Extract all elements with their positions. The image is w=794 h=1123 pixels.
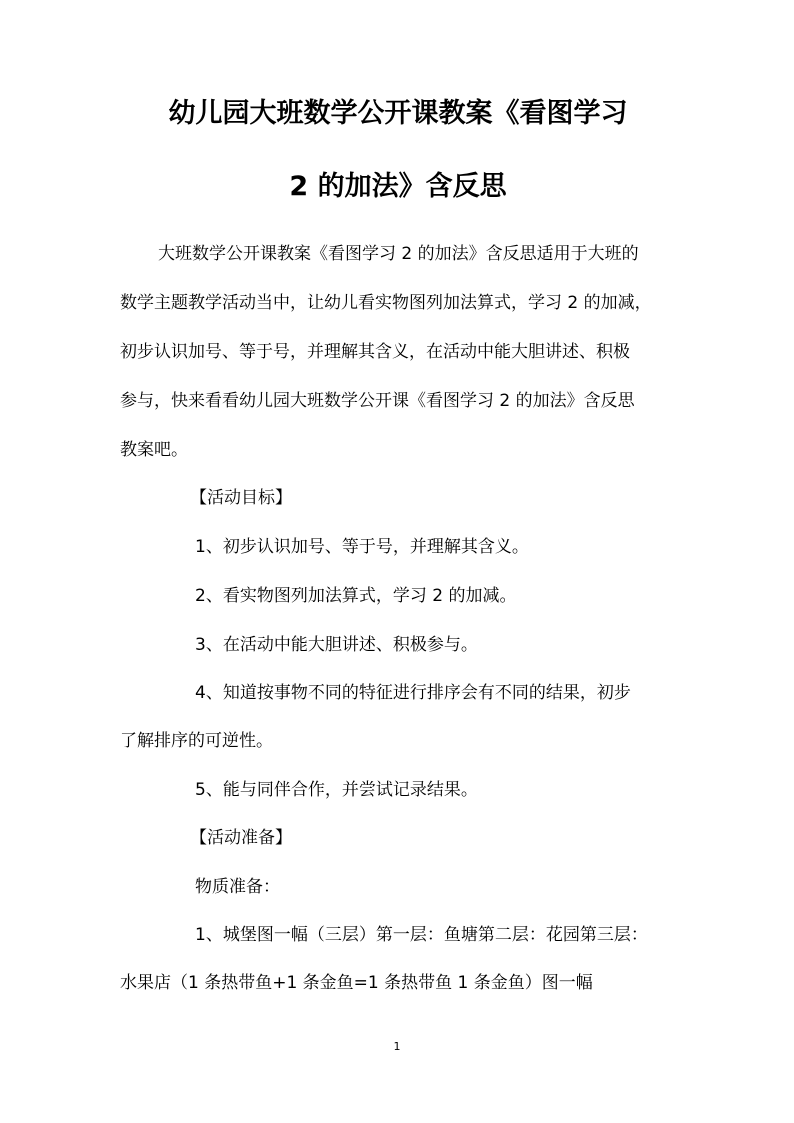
goal-item-4: 4、知道按事物不同的特征进行排序会有不同的结果，初步: [195, 683, 631, 703]
goal-item-1: 1、初步认识加号、等于号，并理解其含义。: [195, 537, 529, 557]
preparation-item-1-continued: 水果店（1 条热带鱼+1 条金鱼=1 条热带鱼 1 条金鱼）图一幅: [120, 973, 593, 993]
document-title-line-1: 幼儿园大班数学公开课教案《看图学习: [168, 98, 628, 129]
goal-item-2: 2、看实物图列加法算式，学习 2 的加减。: [195, 586, 517, 606]
intro-line-3: 初步认识加号、等于号，并理解其含义，在活动中能大胆讲述、积极: [120, 342, 630, 362]
preparation-item-1: 1、城堡图一幅（三层）第一层：鱼塘第二层：花园第三层：: [195, 925, 648, 945]
section-heading-preparation: 【活动准备】: [190, 828, 292, 848]
intro-line-4: 参与，快来看看幼儿园大班数学公开课《看图学习 2 的加法》含反思: [120, 391, 635, 411]
section-heading-goals: 【活动目标】: [190, 488, 292, 508]
goal-item-4-continued: 了解排序的可逆性。: [120, 731, 273, 751]
document-title-line-2: 2 的加法》含反思: [289, 171, 507, 202]
intro-line-5: 教案吧。: [120, 440, 188, 460]
goal-item-5: 5、能与同伴合作，并尝试记录结果。: [195, 780, 478, 800]
intro-line-1: 大班数学公开课教案《看图学习 2 的加法》含反思适用于大班的: [158, 244, 639, 264]
goal-item-3: 3、在活动中能大胆讲述、积极参与。: [195, 635, 478, 655]
material-preparation-label: 物质准备：: [195, 877, 280, 897]
page-number: 1: [393, 1040, 401, 1053]
intro-line-2: 数学主题教学活动当中，让幼儿看实物图列加法算式，学习 2 的加减，: [120, 293, 652, 313]
